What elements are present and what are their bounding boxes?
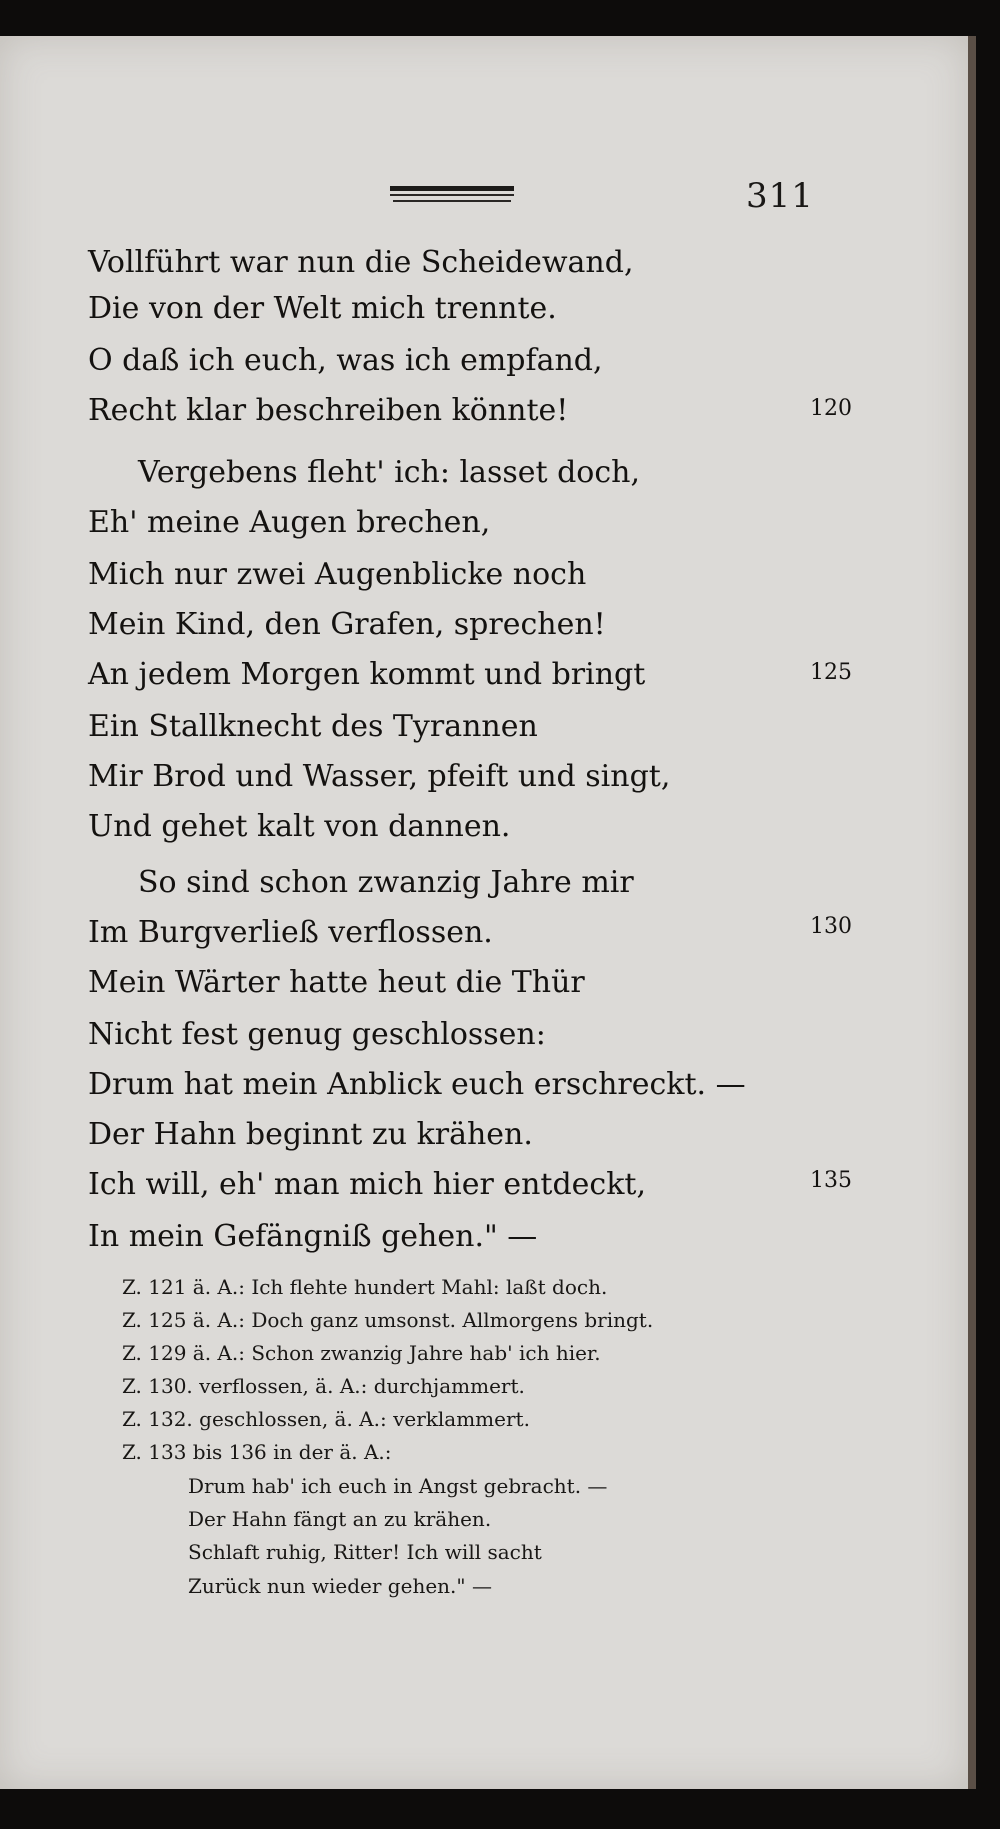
verse-line: Recht klar beschreiben könnte! <box>88 393 569 428</box>
verse-line: Vergebens fleht' ich: lasset doch, <box>138 455 641 490</box>
verse-line: Eh' meine Augen brechen, <box>88 505 491 540</box>
line-number: 120 <box>810 396 852 421</box>
verse-line: Drum hat mein Anblick euch erschreckt. — <box>88 1067 746 1102</box>
line-number: 130 <box>810 914 852 939</box>
footnote: Z. 125 ä. A.: Doch ganz umsonst. Allmorgens bringt. <box>122 1308 654 1332</box>
verse-line: An jedem Morgen kommt und bringt <box>88 657 646 692</box>
footnote: Z. 130. verflossen, ä. A.: durchjammert. <box>122 1374 525 1398</box>
footnote-continuation: Der Hahn fängt an zu krähen. <box>188 1507 492 1531</box>
verse-line: Ich will, eh' man mich hier entdeckt, <box>88 1167 647 1202</box>
footnote: Z. 133 bis 136 in der ä. A.: <box>122 1440 392 1464</box>
verse-line: Nicht fest genug geschlossen: <box>88 1017 546 1052</box>
footnote: Z. 129 ä. A.: Schon zwanzig Jahre hab' ich hier. <box>122 1341 601 1365</box>
verse-line: Mir Brod und Wasser, pfeift und singt, <box>88 759 671 794</box>
verse-line: Mein Kind, den Grafen, sprechen! <box>88 607 606 642</box>
verse-line: Der Hahn beginnt zu krähen. <box>88 1117 533 1152</box>
verse-line: Mein Wärter hatte heut die Thür <box>88 965 585 1000</box>
verse-line: Mich nur zwei Augenblicke noch <box>88 557 587 592</box>
verse-line: Die von der Welt mich trennte. <box>88 291 557 326</box>
page-number: 311 <box>746 176 814 216</box>
footnote: Z. 132. geschlossen, ä. A.: verklammert. <box>122 1407 530 1431</box>
line-number: 135 <box>810 1168 852 1193</box>
verse-line: In mein Gefängniß gehen." — <box>88 1219 538 1254</box>
verse-line: Im Burgverließ verflossen. <box>88 915 493 950</box>
page-edge <box>968 36 976 1789</box>
verse-line: Und gehet kalt von dannen. <box>88 809 511 844</box>
footnote-continuation: Drum hab' ich euch in Angst gebracht. — <box>188 1474 608 1498</box>
header-ornament-rule <box>390 186 514 202</box>
footnote-continuation: Schlaft ruhig, Ritter! Ich will sacht <box>188 1540 542 1564</box>
verse-line: Ein Stallknecht des Tyrannen <box>88 709 538 744</box>
verse-line: Vollführt war nun die Scheidewand, <box>88 245 634 280</box>
footnote: Z. 121 ä. A.: Ich flehte hundert Mahl: laßt doch. <box>122 1275 608 1299</box>
verse-line: So sind schon zwanzig Jahre mir <box>138 865 634 900</box>
verse-line: O daß ich euch, was ich empfand, <box>88 343 603 378</box>
footnote-continuation: Zurück nun wieder gehen." — <box>188 1574 492 1598</box>
line-number: 125 <box>810 660 852 685</box>
